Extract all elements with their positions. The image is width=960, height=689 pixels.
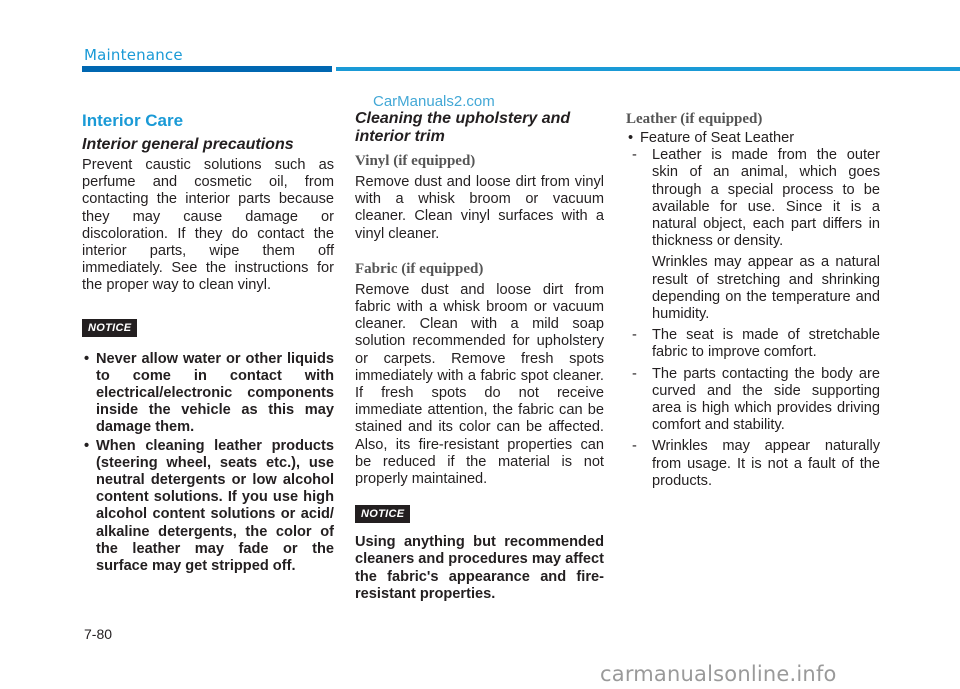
page-number: 7-80 [84, 626, 113, 642]
notice-badge: NOTICE [82, 319, 137, 337]
footer-watermark: carmanualsonline.info [600, 662, 837, 686]
heading-fabric: Fabric (if equipped) [355, 260, 484, 277]
leather-item: - The seat is made of stretchable fabric to improve comfort. [632, 327, 880, 361]
heading-leather: Leather (if equipped) [626, 111, 763, 127]
section-title: Interior Care [82, 111, 184, 130]
fabric-paragraph: Remove dust and loose dirt from fabric with a whisk broom or vacuum cleaner. Clean with a mild soap solution recommended for upholstery or carpets. Remove fresh spots immediately with a fabric spot cleaner. If fresh spots do not receive immediate attention, the fabric can be stained and its color can be affected. Also, its fire-resistant properties can be reduced if the material is not properly maintained. [355, 281, 604, 488]
leather-item: - Wrinkles may appear naturally from usage. It is not a fault of the products. [632, 438, 880, 490]
section-header: Maintenance [84, 46, 183, 64]
notice-item: • When cleaning leather products (steering wheel, seats etc.), use neutral detergents or low alcohol content solutions. If you use high alcohol content solutions or acid/ alkaline detergents, the color of the leather may fade or the surface may get stripped off. [82, 438, 334, 576]
leather-item: - Leather is made from the outer skin of an animal, which goes through a special process to be available for use. Since it is a natural object, each part differs in thickness or density. [632, 147, 880, 250]
notice-text: Using anything but recommended cleaners and procedures may affect the fabric's appearance and fire-resistant properties. [355, 534, 605, 602]
column-right [626, 110, 880, 490]
leather-item: - The parts contacting the body are curved and the side supporting area is high which provides driving comfort and stability. [632, 366, 880, 435]
precautions-paragraph: Prevent caustic solutions such as perfume and cosmetic oil, from contacting the interior parts because they may cause damage or discoloration. If they do contact the interior parts, wipe them off immediately. See the instructions for the proper way to clean vinyl. [82, 157, 334, 294]
heading-vinyl: Vinyl (if equipped) [355, 153, 476, 169]
watermark-top: CarManuals2.com [373, 93, 495, 110]
column-left [82, 110, 334, 576]
leather-item-continued: Wrinkles may appear as a natural result of stretching and shrinking depending on the temperature and humidity. [652, 254, 880, 323]
subheading-upholstery: Cleaning the upholstery and interior trim [355, 110, 571, 145]
vinyl-paragraph: Remove dust and loose dirt from vinyl with a whisk broom or vacuum cleaner. Clean vinyl surfaces with a vinyl cleaner. [355, 174, 604, 242]
notice-list [82, 351, 334, 576]
header-rule-dark [82, 66, 332, 72]
notice-item: • Never allow water or other liquids to come in contact with electrical/electronic components inside the vehicle as this may damage them. [82, 351, 334, 437]
header-rule-light [336, 67, 960, 71]
notice-badge: NOTICE [355, 505, 410, 523]
column-middle [355, 110, 604, 603]
subheading-general-precautions: Interior general precautions [82, 136, 294, 153]
leather-feature-bullet: • Feature of Seat Leather [626, 130, 880, 147]
